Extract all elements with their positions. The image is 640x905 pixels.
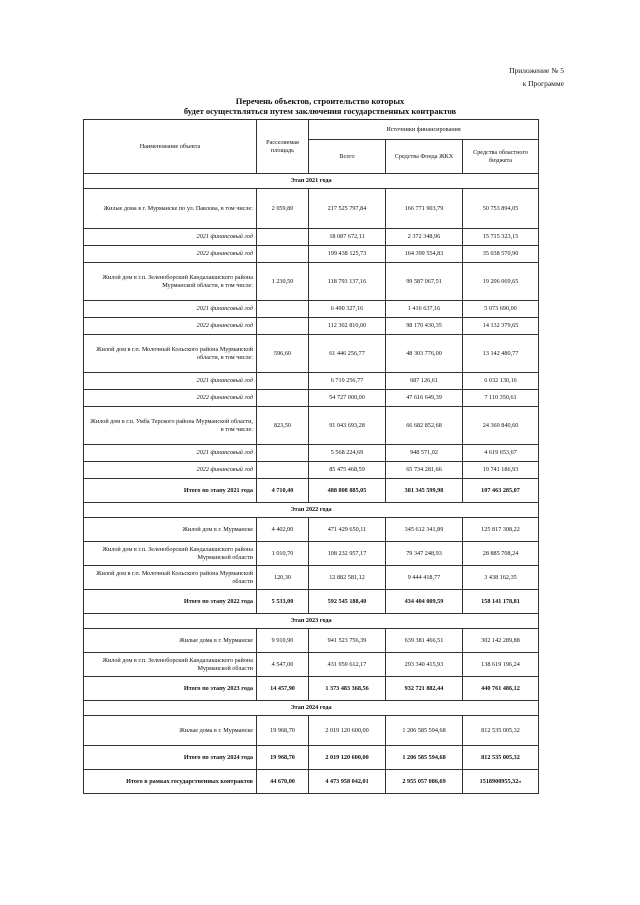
regional-budget-cell: 28 885 708,24 [463,542,539,566]
stage-label: Этап 2024 года [84,701,539,716]
total-cell: 592 545 188,40 [309,590,386,614]
area-cell: 120,30 [257,566,309,590]
fund-cell: 345 612 341,89 [386,518,463,542]
regional-budget-cell: 440 761 486,12 [463,677,539,701]
header-name: Наименование объекта [84,120,257,174]
financial-year-row [84,301,539,318]
object-row [84,335,539,373]
area-cell [257,318,309,335]
area-cell [257,462,309,479]
object-name-cell: Итого по этапу 2023 года [84,677,257,701]
fund-cell: 381 345 599,98 [386,479,463,503]
fund-cell: 66 682 852,68 [386,407,463,445]
regional-budget-cell: 812 535 005,32 [463,716,539,746]
object-row [84,542,539,566]
object-name-cell: Жилой дом в г.п. Умба Терского района Мурманской области, в том числе: [84,407,257,445]
object-name-cell: Жилой дом в г.п. Молочный Кольского района Мурманской области [84,566,257,590]
financial-year-row [84,229,539,246]
stage-total-row [84,677,539,701]
header-fund: Средства Фонда ЖКХ [386,140,463,174]
object-row [84,653,539,677]
objects-table [83,119,539,794]
fund-cell: 434 404 009,59 [386,590,463,614]
financial-year-row [84,390,539,407]
area-cell: 823,50 [257,407,309,445]
area-cell [257,246,309,263]
object-name-cell: Итого по этапу 2021 года [84,479,257,503]
regional-budget-cell: 125 817 308,22 [463,518,539,542]
appendix-number: Приложение № 5 [509,66,564,75]
object-row [84,629,539,653]
total-cell: 431 959 612,17 [309,653,386,677]
total-cell: 1 373 483 368,56 [309,677,386,701]
regional-budget-cell: 5 073 690,00 [463,301,539,318]
total-cell: 199 438 125,73 [309,246,386,263]
fund-cell: 2 955 057 086,69 [386,770,463,794]
stage-total-row [84,590,539,614]
fund-cell: 2 372 348,96 [386,229,463,246]
stage-label: Этап 2023 года [84,614,539,629]
total-cell: 118 793 137,16 [309,263,386,301]
stage-row [84,614,539,629]
regional-budget-cell: 24 360 840,60 [463,407,539,445]
object-name-cell: Итого в рамках государственных контрактов [84,770,257,794]
fund-cell: 293 340 415,93 [386,653,463,677]
area-cell: 4 402,00 [257,518,309,542]
stage-row [84,174,539,189]
fund-cell: 47 616 649,39 [386,390,463,407]
header-total: Всего [309,140,386,174]
fund-cell: 639 381 466,51 [386,629,463,653]
regional-budget-cell: 19 741 186,93 [463,462,539,479]
fund-cell: 687 126,61 [386,373,463,390]
regional-budget-cell: 158 141 178,81 [463,590,539,614]
fund-cell: 932 721 882,44 [386,677,463,701]
stage-row [84,701,539,716]
total-cell: 18 087 672,11 [309,229,386,246]
regional-budget-cell: 1518900955,32» [463,770,539,794]
fund-cell: 1 206 585 594,68 [386,716,463,746]
title-line-2: будет осуществляться путем заключения государственных контрактов [183,106,457,116]
object-row [84,566,539,590]
object-name-cell: 2022 финансовый год [84,246,257,263]
total-cell: 471 429 650,11 [309,518,386,542]
total-cell: 112 302 810,00 [309,318,386,335]
table-body [84,174,539,794]
object-name-cell: Жилой дом в г.п. Зеленоборский Кандалакшского района Мурманской области [84,542,257,566]
regional-budget-cell: 107 463 285,07 [463,479,539,503]
object-name-cell: 2021 финансовый год [84,445,257,462]
total-cell: 5 568 224,69 [309,445,386,462]
fund-cell: 48 303 776,00 [386,335,463,373]
total-cell: 6 490 327,16 [309,301,386,318]
financial-year-row [84,462,539,479]
stage-total-row [84,746,539,770]
total-cell: 108 232 957,17 [309,542,386,566]
header-area: Расселяемая площадь [257,120,309,174]
area-cell: 14 457,90 [257,677,309,701]
regional-budget-cell: 19 206 069,65 [463,263,539,301]
total-cell: 488 808 885,05 [309,479,386,503]
regional-budget-cell: 302 142 289,88 [463,629,539,653]
object-name-cell: Жилой дом в г. Мурманске [84,518,257,542]
object-row [84,518,539,542]
regional-budget-cell: 13 142 480,77 [463,335,539,373]
area-cell: 9 910,90 [257,629,309,653]
object-row [84,407,539,445]
total-cell: 12 882 581,12 [309,566,386,590]
stage-label: Этап 2021 года [84,174,539,189]
fund-cell: 99 587 067,51 [386,263,463,301]
regional-budget-cell: 812 535 005,32 [463,746,539,770]
regional-budget-cell: 50 753 894,05 [463,189,539,229]
object-name-cell: 2022 финансовый год [84,318,257,335]
area-cell [257,390,309,407]
table-header [84,120,539,174]
regional-budget-cell: 7 110 350,61 [463,390,539,407]
fund-cell: 164 399 554,83 [386,246,463,263]
total-cell: 2 019 120 600,00 [309,746,386,770]
object-name-cell: 2021 финансовый год [84,373,257,390]
financial-year-row [84,246,539,263]
regional-budget-cell: 35 038 570,90 [463,246,539,263]
object-name-cell: Жилой дом в г.п. Зеленоборский Кандалакшского района Мурманской области, в том числе: [84,263,257,301]
area-cell: 5 533,00 [257,590,309,614]
fund-cell: 9 444 418,77 [386,566,463,590]
fund-cell: 1 206 585 594,68 [386,746,463,770]
financial-year-row [84,445,539,462]
total-cell: 941 523 756,39 [309,629,386,653]
document-title [0,96,640,116]
object-row [84,716,539,746]
area-cell: 44 670,00 [257,770,309,794]
object-name-cell: 2022 финансовый год [84,462,257,479]
fund-cell: 1 416 637,16 [386,301,463,318]
area-cell [257,229,309,246]
total-cell: 6 719 256,77 [309,373,386,390]
object-name-cell: 2021 финансовый год [84,229,257,246]
fund-cell: 65 734 281,66 [386,462,463,479]
object-row [84,189,539,229]
title-line-1: Перечень объектов, строительство которых [235,96,405,106]
area-cell: 4 547,00 [257,653,309,677]
stage-row [84,503,539,518]
regional-budget-cell: 4 619 653,67 [463,445,539,462]
total-cell: 4 473 958 042,01 [309,770,386,794]
fund-cell: 166 771 903,79 [386,189,463,229]
area-cell: 19 968,70 [257,716,309,746]
regional-budget-cell: 138 619 196,24 [463,653,539,677]
area-cell: 1 010,70 [257,542,309,566]
header-sources: Источники финансирования [309,120,539,140]
object-name-cell: Итого по этапу 2024 года [84,746,257,770]
fund-cell: 98 170 430,35 [386,318,463,335]
object-name-cell: Жилой дом в г.п. Молочный Кольского района Мурманской области, в том числе: [84,335,257,373]
grand-total-row [84,770,539,794]
header-regional: Средства областного бюджета [463,140,539,174]
regional-budget-cell: 6 032 130,16 [463,373,539,390]
total-cell: 2 019 120 600,00 [309,716,386,746]
object-name-cell: Итого по этапу 2022 года [84,590,257,614]
total-cell: 91 043 693,28 [309,407,386,445]
object-name-cell: Жилой дом в г.п. Зеленоборский Кандалакшского района Мурманской области [84,653,257,677]
regional-budget-cell: 3 438 162,35 [463,566,539,590]
total-cell: 217 525 797,84 [309,189,386,229]
total-cell: 85 475 468,59 [309,462,386,479]
financial-year-row [84,318,539,335]
area-cell: 2 059,80 [257,189,309,229]
area-cell [257,445,309,462]
area-cell: 19 968,70 [257,746,309,770]
object-row [84,263,539,301]
object-name-cell: Жилые дома в г. Мурманске [84,716,257,746]
area-cell: 596,60 [257,335,309,373]
fund-cell: 79 347 248,93 [386,542,463,566]
area-cell: 4 710,40 [257,479,309,503]
total-cell: 61 446 256,77 [309,335,386,373]
object-name-cell: Жилые дома в г. Мурманске [84,629,257,653]
financial-year-row [84,373,539,390]
object-name-cell: 2022 финансовый год [84,390,257,407]
regional-budget-cell: 15 715 323,15 [463,229,539,246]
regional-budget-cell: 14 132 379,65 [463,318,539,335]
area-cell [257,373,309,390]
fund-cell: 948 571,02 [386,445,463,462]
area-cell: 1 230,50 [257,263,309,301]
stage-total-row [84,479,539,503]
appendix-reference: к Программе [522,79,564,88]
stage-label: Этап 2022 года [84,503,539,518]
object-name-cell: Жилые дома в г. Мурманске по ул. Павлова, в том числе: [84,189,257,229]
object-name-cell: 2021 финансовый год [84,301,257,318]
total-cell: 54 727 000,00 [309,390,386,407]
area-cell [257,301,309,318]
